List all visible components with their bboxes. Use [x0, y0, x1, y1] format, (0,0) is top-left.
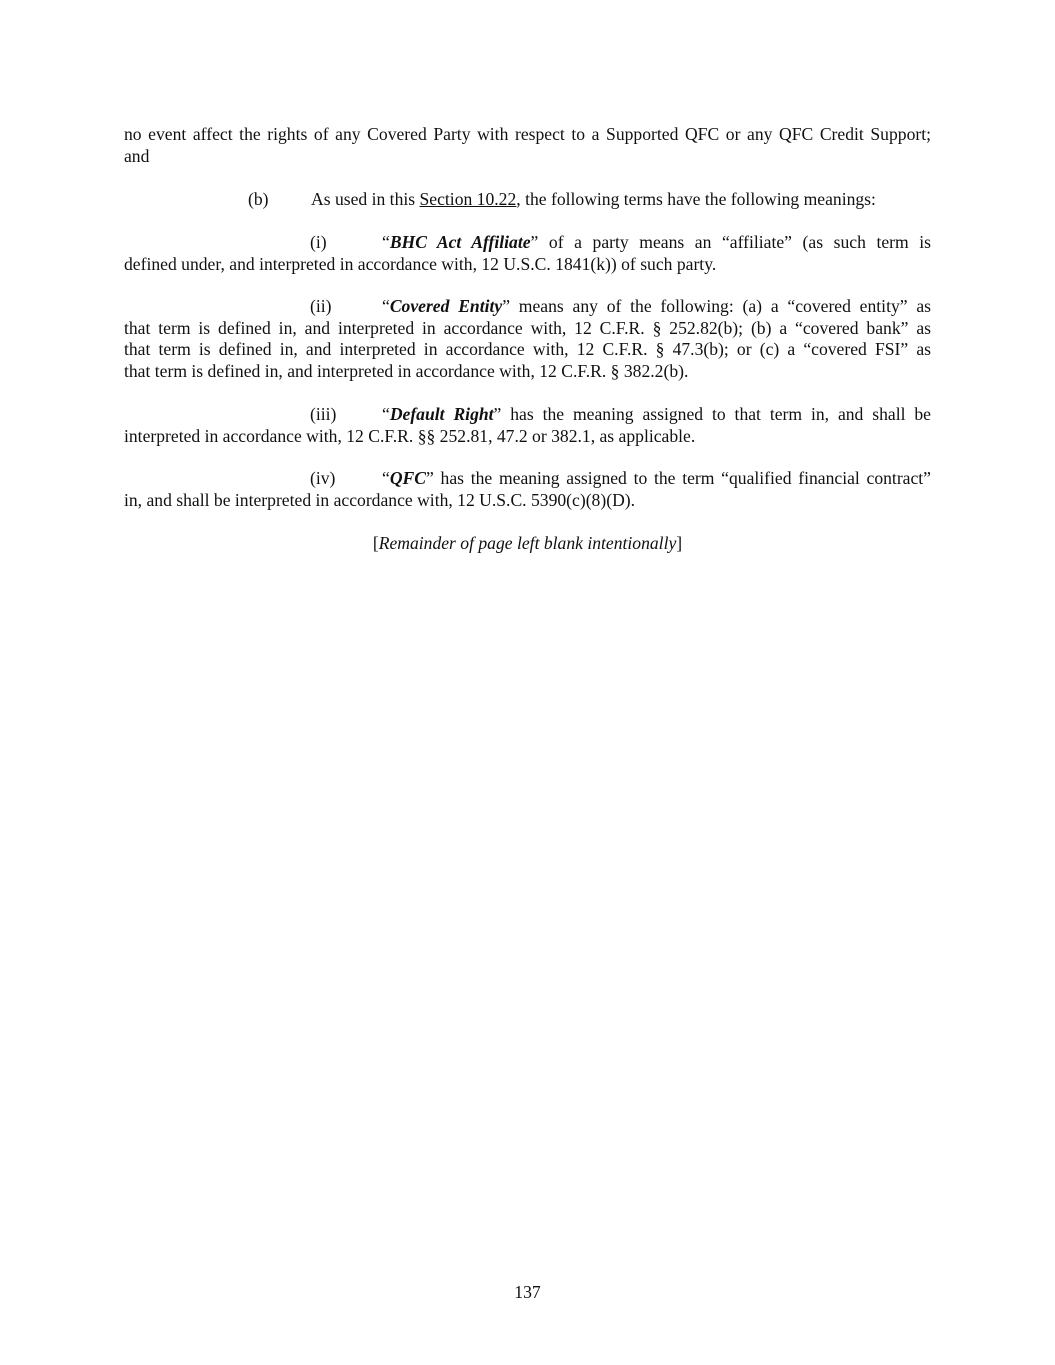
definition-ii: [124, 296, 931, 383]
definition-iii-rest: ” has the meaning assigned to that term in, and shall be: [493, 404, 931, 424]
definition-iv: [124, 468, 931, 511]
clause-b-text-before: As used in this: [311, 189, 420, 209]
clause-b-number: (b): [248, 189, 269, 209]
remainder-note: [0, 533, 1055, 555]
page-number: 137: [514, 1282, 541, 1302]
intro-line-2: and: [124, 145, 150, 166]
definition-iii-line-2: interpreted in accordance with, 12 C.F.R. §§ 252.81, 47.2 or 382.1, as applicable.: [124, 425, 696, 446]
definition-ii-rest: ” means any of the following: (a) a “covered entity” as: [502, 296, 932, 316]
definition-i-first-line: [124, 232, 931, 254]
definition-iii-first-line: [124, 404, 931, 426]
definition-iv-number: (iv): [310, 468, 336, 488]
section-reference-link[interactable]: Section 10.22: [419, 189, 517, 209]
definition-ii-first-line: [124, 296, 931, 318]
definition-iv-first-line: [124, 468, 931, 490]
definition-i-number: (i): [310, 232, 327, 252]
definition-iv-line-2: in, and shall be interpreted in accordance with, 12 U.S.C. 5390(c)(8)(D).: [124, 489, 636, 510]
definition-iii-number: (iii): [310, 404, 337, 424]
remainder-note-text: Remainder of page left blank intentionally: [378, 533, 677, 553]
definition-i: [124, 232, 931, 275]
clause-b-text-after: , the following terms have the following meanings:: [516, 189, 876, 209]
open-quote: “: [382, 404, 390, 424]
close-bracket: ]: [676, 533, 683, 553]
intro-line-1: no event affect the rights of any Covered Party with respect to a Supported QFC or any QFC Credit Support;: [124, 124, 931, 144]
definition-ii-line-3: that term is defined in, and interpreted in accordance with, 12 C.F.R. § 47.3(b); or (c) a “covered FSI” as: [124, 339, 931, 360]
defined-term-default-right: Default Right: [389, 404, 494, 424]
open-quote: “: [382, 296, 390, 316]
definition-ii-number: (ii): [310, 296, 332, 316]
definition-ii-line-2: that term is defined in, and interpreted in accordance with, 12 C.F.R. § 252.82(b); (b) a “covered bank” as: [124, 317, 931, 338]
defined-term-bhc-act-affiliate: BHC Act Affiliate: [389, 232, 531, 252]
definition-iv-rest: ” has the meaning assigned to the term “qualified financial contract”: [426, 468, 931, 488]
open-quote: “: [382, 468, 390, 488]
intro-paragraph: [124, 124, 931, 167]
definition-i-rest: ” of a party means an “affiliate” (as such term is: [530, 232, 932, 252]
open-bracket: [: [372, 533, 379, 553]
definition-i-line-2: defined under, and interpreted in accordance with, 12 U.S.C. 1841(k)) of such party.: [124, 253, 717, 274]
defined-term-covered-entity: Covered Entity: [389, 296, 503, 316]
definition-ii-line-4: that term is defined in, and interpreted in accordance with, 12 C.F.R. § 382.2(b).: [124, 361, 689, 382]
clause-b-text: [311, 189, 876, 211]
definition-iii: [124, 404, 931, 447]
defined-term-qfc: QFC: [389, 468, 426, 488]
open-quote: “: [382, 232, 390, 252]
